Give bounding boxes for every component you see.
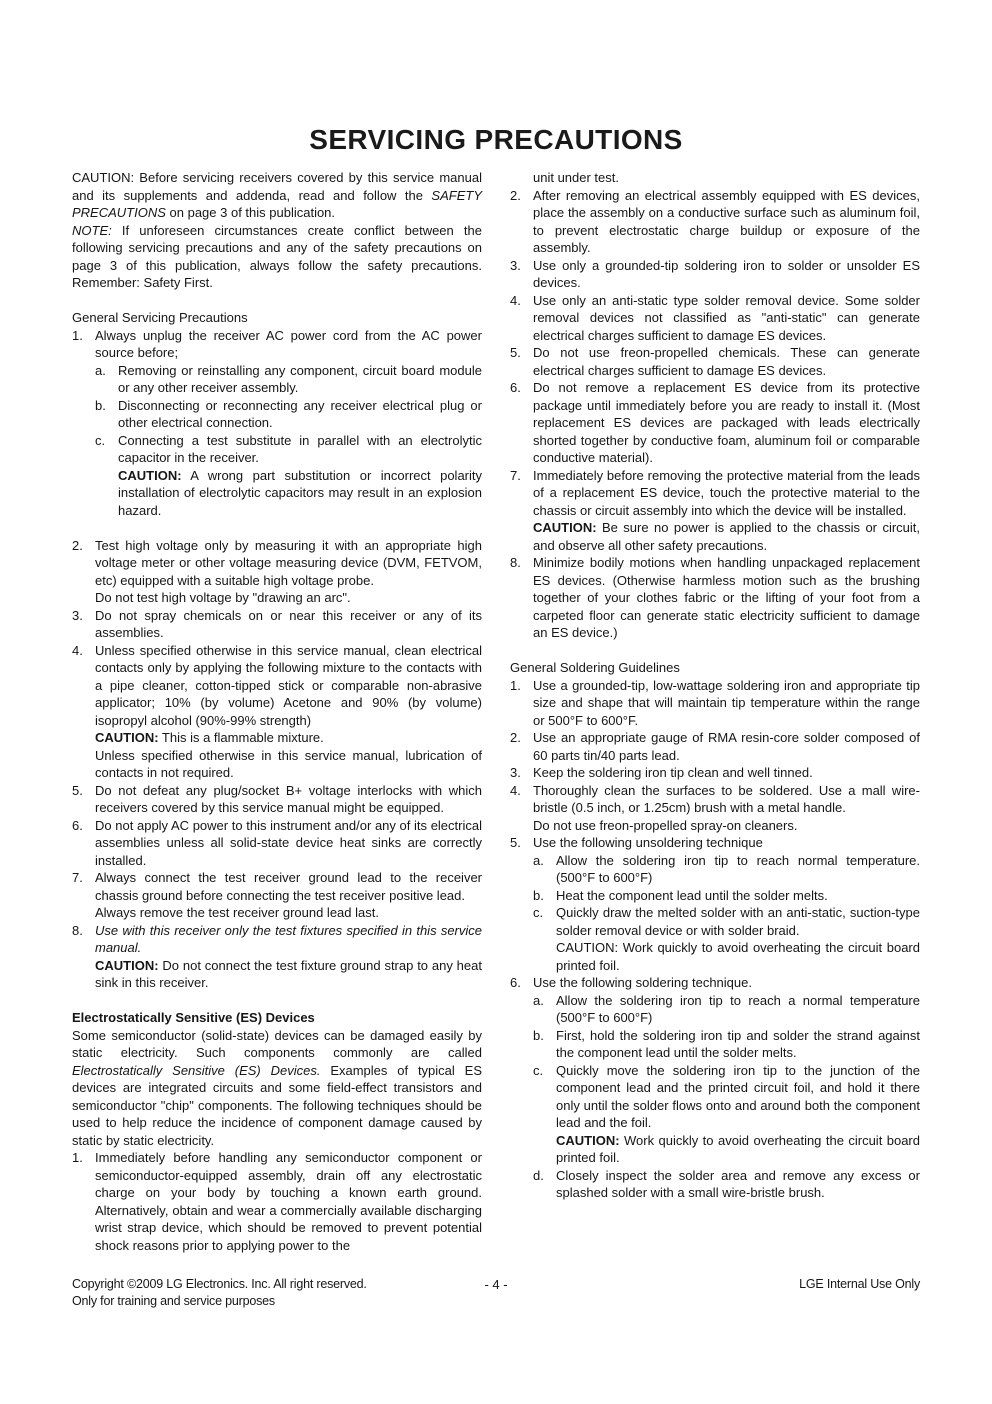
list-marker: 2. bbox=[510, 730, 521, 745]
list-item bbox=[72, 607, 482, 642]
two-column-body bbox=[72, 169, 920, 1254]
list-marker: a. bbox=[95, 362, 106, 378]
list-item bbox=[72, 869, 482, 904]
paragraph-gap bbox=[72, 292, 482, 310]
continuation-paragraph bbox=[72, 467, 482, 520]
list-text bbox=[533, 974, 920, 992]
list-text bbox=[556, 887, 920, 905]
text-run: Closely inspect the solder area and remove any excess or splashed solder with a small wire-bristle brush. bbox=[556, 1167, 920, 1200]
continuation-paragraph bbox=[72, 957, 482, 992]
list-marker: 6. bbox=[510, 380, 521, 395]
sub-list-item bbox=[510, 1027, 920, 1062]
list-marker: a. bbox=[533, 992, 544, 1008]
list-marker: b. bbox=[533, 1027, 544, 1043]
sub-list-item bbox=[510, 1062, 920, 1132]
list-item bbox=[510, 554, 920, 642]
text-run: Quickly move the soldering iron tip to the junction of the component lead and the printed circuit foil, and hold it there only until the solder flows onto and around both the component lead and the foil. bbox=[556, 1062, 920, 1130]
list-text bbox=[533, 729, 920, 764]
text-run: Do not test high voltage by "drawing an arc". bbox=[95, 590, 351, 605]
text-run: Always remove the test receiver ground lead last. bbox=[95, 905, 379, 920]
text-run: Unless specified otherwise in this service manual, clean electrical contacts only by applying the following mixture to the contacts with a pipe cleaner, cotton-tipped stick or comparable non-abrasive applicator; 10% (by volume) Acetone and 90% (by volume) isopropyl alcohol (90%-99% strength) bbox=[95, 642, 482, 728]
list-text bbox=[533, 467, 920, 520]
list-text bbox=[118, 362, 482, 397]
list-item bbox=[510, 834, 920, 852]
list-item bbox=[510, 729, 920, 764]
paragraph bbox=[72, 309, 482, 327]
list-text bbox=[95, 642, 482, 730]
list-text bbox=[533, 187, 920, 257]
text-run: Use with this receiver only the test fixtures specified in this service manual. bbox=[95, 922, 482, 955]
list-marker: 2. bbox=[72, 537, 83, 553]
text-run: Do not connect the test fixture ground strap to any heat sink in this receiver. bbox=[95, 957, 482, 990]
text-run: Immediately before removing the protective material from the leads of a replacement ES device, touch the protective material to the chassis or circuit assembly into which the device will be installed. bbox=[533, 467, 920, 518]
list-item bbox=[510, 467, 920, 520]
text-run: Minimize bodily motions when handling unpackaged replacement ES devices. (Otherwise harmless motion such as the brushing together of your clothes fabric or the lifting of your foot from a carpeted floor can generate static electricity sufficient to damage an ES device.) bbox=[533, 555, 920, 640]
list-item bbox=[510, 764, 920, 782]
page-footer bbox=[72, 1276, 920, 1310]
list-marker: 8. bbox=[72, 922, 83, 938]
sub-list-item bbox=[510, 887, 920, 905]
text-run: Keep the soldering iron tip clean and well tinned. bbox=[533, 765, 813, 780]
text-run: Thoroughly clean the surfaces to be soldered. Use a mall wire-bristle (0.5 inch, or 1.25cm) brush with a metal handle. bbox=[533, 782, 920, 815]
continuation-paragraph bbox=[510, 817, 920, 835]
paragraph-gap bbox=[72, 992, 482, 1010]
text-run: Use a grounded-tip, low-wattage soldering iron and appropriate tip size and shape that will maintain tip temperature within the range or 500°F to 600°F. bbox=[533, 677, 920, 728]
list-marker: c. bbox=[95, 432, 106, 448]
list-marker: 2. bbox=[510, 187, 521, 203]
list-marker: d. bbox=[533, 1167, 544, 1183]
list-marker: 4. bbox=[510, 782, 521, 798]
text-run: CAUTION: bbox=[533, 520, 597, 535]
footer-copyright-line1: Copyright ©2009 LG Electronics. Inc. All right reserved. bbox=[72, 1277, 367, 1291]
list-marker: 4. bbox=[72, 642, 83, 658]
continuation-paragraph bbox=[510, 519, 920, 554]
text-run: Do not use freon-propelled chemicals. These can generate electrical charges sufficient to damage ES devices. bbox=[533, 345, 920, 378]
text-run: A wrong part substitution or incorrect polarity installation of electrolytic capacitors may result in an explosion hazard. bbox=[118, 467, 482, 518]
text-run: Work quickly to avoid overheating the circuit board printed foil. bbox=[556, 1132, 920, 1165]
text-run: Use an appropriate gauge of RMA resin-core solder composed of 60 parts tin/40 parts lead. bbox=[533, 730, 920, 763]
list-marker: 7. bbox=[510, 467, 521, 483]
text-run: Connecting a test substitute in parallel with an electrolytic capacitor in the receiver. bbox=[118, 432, 482, 465]
text-run: Do not spray chemicals on or near this receiver or any of its assemblies. bbox=[95, 607, 482, 640]
text-run: unit under test. bbox=[533, 170, 619, 185]
text-run: General Soldering Guidelines bbox=[510, 660, 680, 675]
list-marker: 5. bbox=[72, 782, 83, 798]
text-run: Removing or reinstalling any component, circuit board module or any other receiver assembly. bbox=[118, 362, 482, 395]
text-run: If unforeseen circumstances create conflict between the following servicing precautions and any of the safety precautions on page 3 of this publication, always follow the safety precautions. Remember: Safety First. bbox=[72, 222, 482, 290]
list-marker: 3. bbox=[510, 765, 521, 780]
continuation-paragraph bbox=[510, 169, 920, 187]
text-run: on page 3 of this publication. bbox=[165, 205, 336, 220]
text-run: Electrostatically Sensitive (ES) Devices. bbox=[72, 1062, 321, 1078]
list-text bbox=[556, 992, 920, 1027]
text-run: First, hold the soldering iron tip and solder the strand against the component lead until the solder melts. bbox=[556, 1027, 920, 1060]
continuation-paragraph bbox=[510, 939, 920, 974]
text-run: Allow the soldering iron tip to reach normal temperature. (500°F to 600°F) bbox=[556, 852, 920, 885]
column-left bbox=[72, 169, 482, 1254]
paragraph bbox=[72, 222, 482, 292]
text-run: Be sure no power is applied to the chassis or circuit, and observe all other safety precautions. bbox=[533, 520, 920, 553]
list-item bbox=[72, 642, 482, 730]
list-text bbox=[556, 1167, 920, 1202]
footer-copyright bbox=[72, 1276, 484, 1310]
list-item bbox=[510, 379, 920, 467]
list-marker: 8. bbox=[510, 555, 521, 570]
text-run: Use only a grounded-tip soldering iron to solder or unsolder ES devices. bbox=[533, 257, 920, 290]
text-run: Always connect the test receiver ground lead to the receiver chassis ground before connecting the test receiver positive lead. bbox=[95, 870, 482, 903]
list-item bbox=[510, 344, 920, 379]
continuation-paragraph bbox=[510, 1132, 920, 1167]
text-run: Use only an anti-static type solder removal device. Some solder removal devices not classified as "anti-static" can generate electrical charges sufficient to damage ES devices. bbox=[533, 292, 920, 343]
text-run: Do not defeat any plug/socket B+ voltage interlocks with which receivers covered by this service manual might be equipped. bbox=[95, 782, 482, 815]
list-text bbox=[556, 904, 920, 939]
sub-list-item bbox=[510, 992, 920, 1027]
sub-list-item bbox=[510, 904, 920, 939]
sub-list-item bbox=[510, 1167, 920, 1202]
list-marker: 1. bbox=[72, 327, 83, 343]
list-item bbox=[510, 257, 920, 292]
list-marker: c. bbox=[533, 905, 544, 920]
list-item bbox=[72, 537, 482, 590]
text-run: Quickly draw the melted solder with an anti-static, suction-type solder removal device or with solder braid. bbox=[556, 905, 920, 938]
list-text bbox=[95, 817, 482, 870]
sub-list-item bbox=[72, 432, 482, 467]
text-run: CAUTION: bbox=[95, 730, 159, 745]
list-text bbox=[95, 607, 482, 642]
paragraph-gap bbox=[72, 519, 482, 537]
column-right bbox=[510, 169, 920, 1254]
list-item bbox=[72, 327, 482, 362]
list-item bbox=[510, 292, 920, 345]
text-run: Electrostatically Sensitive (ES) Devices bbox=[72, 1010, 315, 1025]
list-marker: b. bbox=[533, 887, 544, 903]
list-text bbox=[95, 1149, 482, 1254]
text-run: This is a flammable mixture. bbox=[158, 730, 324, 745]
sub-list-item bbox=[510, 852, 920, 887]
list-marker: c. bbox=[533, 1062, 544, 1078]
list-text bbox=[533, 379, 920, 467]
text-run: CAUTION: bbox=[95, 957, 159, 973]
list-item bbox=[510, 677, 920, 730]
list-marker: 4. bbox=[510, 292, 521, 308]
list-text bbox=[533, 344, 920, 379]
text-run: Immediately before handling any semiconductor component or semiconductor-equipped assembly, drain off any electrostatic charge on your body by touching a known earth ground. Alternatively, obtain and wear a commercially available discharging wrist strap device, which should be removed to prevent potential shock reasons prior to applying power to the bbox=[95, 1150, 482, 1253]
text-run: General Servicing Precautions bbox=[72, 310, 248, 325]
text-run: Some semiconductor (solid-state) devices can be damaged easily by static electricity. Such components commonly are called bbox=[72, 1027, 482, 1060]
sub-list-item bbox=[72, 397, 482, 432]
text-run: After removing an electrical assembly equipped with ES devices, place the assembly on a conductive surface such as aluminum foil, to prevent electrostatic charge buildup or exposure of the assembly. bbox=[533, 187, 920, 255]
text-run: CAUTION: bbox=[556, 1132, 620, 1148]
section-heading bbox=[72, 1009, 482, 1027]
list-text bbox=[533, 834, 920, 852]
text-run: NOTE: bbox=[72, 222, 112, 238]
list-item bbox=[510, 974, 920, 992]
text-run: Use the following unsoldering technique bbox=[533, 835, 763, 850]
paragraph bbox=[510, 659, 920, 677]
list-text bbox=[95, 922, 482, 957]
paragraph bbox=[72, 169, 482, 222]
list-text bbox=[533, 554, 920, 642]
paragraph bbox=[72, 1027, 482, 1150]
footer-internal-use: LGE Internal Use Only bbox=[799, 1277, 920, 1291]
list-marker: a. bbox=[533, 852, 544, 868]
list-text bbox=[118, 397, 482, 432]
list-text bbox=[533, 764, 920, 782]
continuation-paragraph bbox=[72, 589, 482, 607]
list-marker: 1. bbox=[510, 677, 521, 693]
list-text bbox=[556, 852, 920, 887]
list-text bbox=[95, 869, 482, 904]
text-run: Examples of typical ES devices are integrated circuits and some field-effect transistors and semiconductor "chip" components. The following techniques should be used to help reduce the incidence of component damage caused by static by static electricity. bbox=[72, 1062, 482, 1148]
text-run: CAUTION: Before servicing receivers covered by this service manual and its supplements and addenda, read and follow the bbox=[72, 170, 482, 203]
text-run: Do not use freon-propelled spray-on cleaners. bbox=[533, 817, 798, 833]
list-item bbox=[72, 817, 482, 870]
text-run: Do not remove a replacement ES device from its protective package until immediately before you are ready to install it. (Most replacement ES devices are packaged with leads electrically shorted together by conductive foam, aluminum foil or comparable conductive material). bbox=[533, 380, 920, 465]
list-marker: 3. bbox=[72, 607, 83, 623]
list-text bbox=[556, 1027, 920, 1062]
list-text bbox=[533, 292, 920, 345]
paragraph-gap bbox=[510, 642, 920, 660]
continuation-paragraph bbox=[72, 729, 482, 747]
list-item bbox=[510, 782, 920, 817]
list-text bbox=[95, 782, 482, 817]
list-marker: 3. bbox=[510, 257, 521, 273]
list-marker: 1. bbox=[72, 1150, 83, 1165]
list-marker: 7. bbox=[72, 870, 83, 885]
footer-copyright-line2: Only for training and service purposes bbox=[72, 1294, 275, 1308]
list-text bbox=[95, 327, 482, 362]
continuation-paragraph bbox=[72, 747, 482, 782]
footer-page-number: - 4 - bbox=[484, 1277, 508, 1292]
list-item bbox=[72, 922, 482, 957]
text-run: Allow the soldering iron tip to reach a normal temperature (500°F to 600°F) bbox=[556, 992, 920, 1025]
text-run: SAFETY PRECAUTIONS bbox=[72, 187, 482, 220]
text-run: CAUTION: Work quickly to avoid overheating the circuit board printed foil. bbox=[556, 940, 920, 973]
list-text bbox=[95, 537, 482, 590]
text-run: Always unplug the receiver AC power cord from the AC power source before; bbox=[95, 327, 482, 360]
text-run: Heat the component lead until the solder melts. bbox=[556, 887, 828, 903]
text-run: Disconnecting or reconnecting any receiver electrical plug or other electrical connection. bbox=[118, 397, 482, 430]
list-item bbox=[510, 187, 920, 257]
list-text bbox=[533, 782, 920, 817]
continuation-paragraph bbox=[72, 904, 482, 922]
list-item bbox=[72, 782, 482, 817]
list-text bbox=[533, 257, 920, 292]
list-marker: 6. bbox=[510, 975, 521, 990]
list-text bbox=[556, 1062, 920, 1132]
list-item bbox=[72, 1149, 482, 1254]
list-text bbox=[533, 677, 920, 730]
list-marker: 5. bbox=[510, 835, 521, 850]
text-run: CAUTION: bbox=[118, 467, 182, 483]
list-marker: 5. bbox=[510, 345, 521, 360]
list-marker: b. bbox=[95, 397, 106, 413]
text-run: Do not apply AC power to this instrument and/or any of its electrical assemblies unless all solid-state device heat sinks are correctly installed. bbox=[95, 817, 482, 868]
text-run: Unless specified otherwise in this service manual, lubrication of contacts in not required. bbox=[95, 747, 482, 780]
text-run: Test high voltage only by measuring it with an appropriate high voltage meter or other voltage measuring device (DVM, FETVOM, etc) equipped with a suitable high voltage probe. bbox=[95, 537, 482, 588]
list-text bbox=[118, 432, 482, 467]
list-marker: 6. bbox=[72, 817, 83, 833]
page-title: SERVICING PRECAUTIONS bbox=[309, 124, 683, 155]
sub-list-item bbox=[72, 362, 482, 397]
text-run: Use the following soldering technique. bbox=[533, 975, 752, 990]
